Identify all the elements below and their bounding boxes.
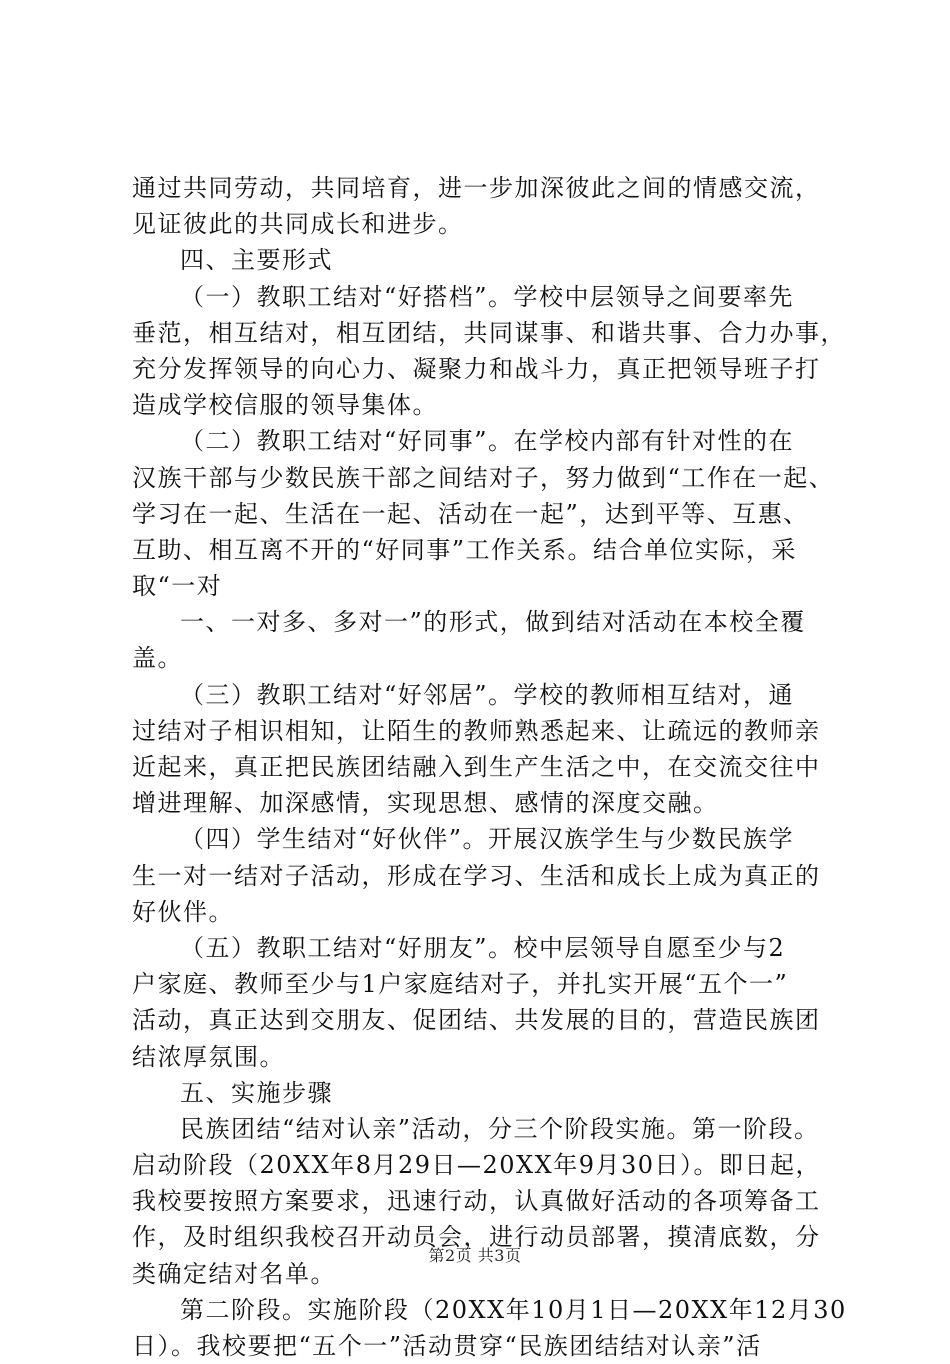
- text-line: 互助、相互离不开的“好同事”工作关系。结合单位实际，采: [132, 535, 798, 564]
- text-line: 造成学校信服的领导集体。: [132, 391, 438, 420]
- section-heading: 四、主要形式: [180, 246, 333, 275]
- text-line: 近起来，真正把民族团结融入到生产生活之中，在交流交往中: [132, 753, 821, 781]
- text-line: 民族团结“结对认亲”活动，分三个阶段实施。第一阶段。: [180, 1114, 820, 1143]
- text-line: （四）学生结对“好伙伴”。开展汉族学生与少数民族学: [180, 825, 795, 854]
- document-body: [132, 170, 847, 1364]
- text-line: 学习在一起、生活在一起、活动在一起”，达到平等、互惠、: [132, 499, 809, 528]
- text-line: 启动阶段（20XX年8月29日—20XX年9月30日）。即日起，: [132, 1151, 822, 1180]
- text-line: 活动，真正达到交朋友、促团结、共发展的目的，营造民族团: [132, 1006, 821, 1035]
- text-line: （二）教职工结对“好同事”。在学校内部有针对性的在: [180, 427, 795, 456]
- text-line: （三）教职工结对“好邻居”。学校的教师相互结对，通: [180, 680, 795, 709]
- text-line: 生一对一结对子活动，形成在学习、生活和成长上成为真正的: [132, 861, 821, 890]
- section-heading: 五、实施步骤: [180, 1078, 333, 1107]
- page-number-footer: 第2页 共3页: [428, 1246, 522, 1265]
- text-line: 一、一对多、多对一”的形式，做到结对活动在本校全覆: [180, 608, 806, 637]
- text-line: 好伙伴。: [132, 897, 234, 926]
- text-line: 见证彼此的共同成长和进步。: [132, 210, 464, 239]
- text-line: 充分发挥领导的向心力、凝聚力和战斗力，真正把领导班子打: [132, 354, 821, 383]
- text-line: 盖。: [132, 644, 183, 673]
- text-line: （五）教职工结对“好朋友”。校中层领导自愿至少与2: [180, 933, 786, 962]
- text-line: 结浓厚氛围。: [132, 1042, 285, 1071]
- text-line: 通过共同劳动，共同培育，进一步加深彼此之间的情感交流，: [132, 174, 821, 202]
- text-line: 类确定结对名单。: [132, 1259, 336, 1288]
- text-line: 第二阶段。实施阶段（20XX年10月1日—20XX年12月30: [180, 1295, 847, 1324]
- text-line: 户家庭、教师至少与1户家庭结对子，并扎实开展“五个一”: [132, 970, 789, 999]
- text-line: 垂范，相互结对，相互团结，共同谋事、和谐共事、合力办事，: [132, 318, 846, 347]
- text-line: 汉族干部与少数民族干部之间结对子，努力做到“工作在一起、: [132, 463, 835, 492]
- text-line: 取“一对: [132, 572, 223, 601]
- text-line: 我校要按照方案要求，迅速行动，认真做好活动的各项筹备工: [132, 1187, 821, 1216]
- text-line: 日）。我校要把“五个一”活动贯穿“民族团结结对认亲”活: [132, 1332, 762, 1360]
- text-line: 增进理解、加深感情，实现思想、感情的深度交融。: [132, 789, 719, 818]
- text-line: 过结对子相识相知，让陌生的教师熟悉起来、让疏远的教师亲: [132, 716, 821, 745]
- text-line: （一）教职工结对“好搭档”。学校中层领导之间要率先: [180, 282, 795, 311]
- text-line: 作，及时组织我校召开动员会，进行动员部署，摸清底数，分: [132, 1223, 821, 1252]
